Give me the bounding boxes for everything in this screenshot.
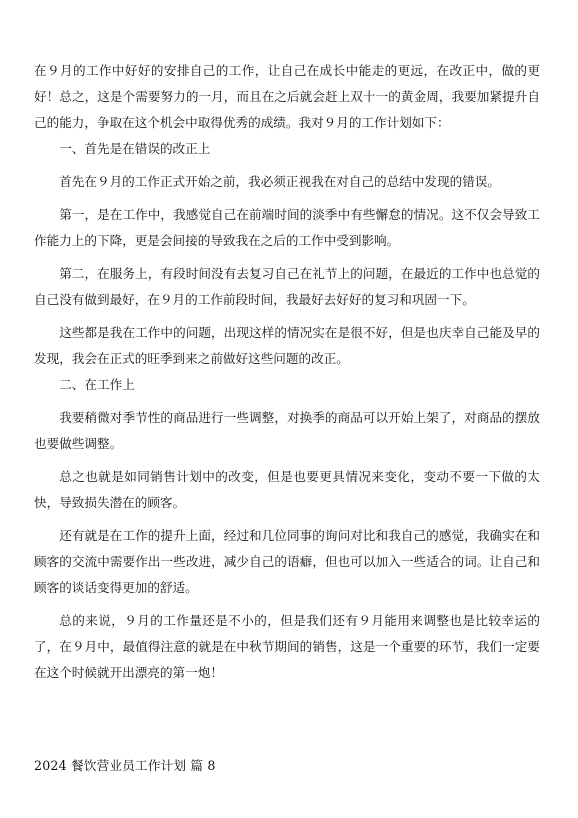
heading-error-correction: 一、首先是在错误的改正上 [59, 141, 211, 156]
section-title: 2024 餐饮营业员工作计划 篇 8 [34, 758, 216, 773]
paragraph-first-point: 第一，是在工作中，我感觉自己在前端时间的淡季中有些懈怠的情况。这不仅会导致工作能力上的下降，更是会间接的导致我在之后的工作中受到影响。 [34, 207, 540, 248]
paragraph-sales-plan: 总之也就是如同销售计划中的改变，但是也要更具情况来变化，变动不要一下做的太快，导致损失潜在的顾客。 [34, 469, 540, 510]
paragraph-face-errors: 首先在９月的工作正式开始之前，我必须正视我在对自己的总结中发现的错误。 [59, 174, 500, 189]
paragraph-problems-summary: 这些都是我在工作中的问题，出现这样的情况实在是很不好，但是也庆幸自己能及早的发现，我会在正式的旺季到来之前做好这些问题的改正。 [34, 325, 540, 366]
paragraph-seasonal-goods: 我要稍微对季节性的商品进行一些调整，对换季的商品可以开始上架了，对商品的摆放也要做些调整。 [34, 410, 540, 451]
paragraph-second-point: 第二，在服务上，有段时间没有去复习自己在礼节上的问题，在最近的工作中也总觉的自己没有做到最好，在９月的工作前段时间，我最好去好好的复习和巩固一下。 [34, 266, 540, 307]
heading-work: 二、在工作上 [59, 377, 135, 392]
paragraph-conclusion: 总的来说，９月的工作量还是不小的，但是我们还有９月能用来调整也是比较幸运的了，在９月中，最值得注意的就是在中秋节期间的销售，这是一个重要的环节，我们一定要在这个时候就开出漂亮的第一炮！ [34, 613, 540, 680]
paragraph-communication: 还有就是在工作的提升上面，经过和几位同事的询问对比和我自己的感觉，我确实在和顾客的交流中需要作出一些改进，减少自己的语癖，但也可以加入一些适合的词。让自己和顾客的谈话变得更加的舒适。 [34, 528, 540, 595]
intro-paragraph: 在９月的工作中好好的安排自己的工作，让自己在成长中能走的更远，在改正中，做的更好！总之，这是个需要努力的一月，而且在之后就会赶上双十一的黄金周，我要加紧提升自己的能力，争取在这个机会中取得优秀的成绩。我对９月的工作计划如下： [34, 63, 540, 130]
